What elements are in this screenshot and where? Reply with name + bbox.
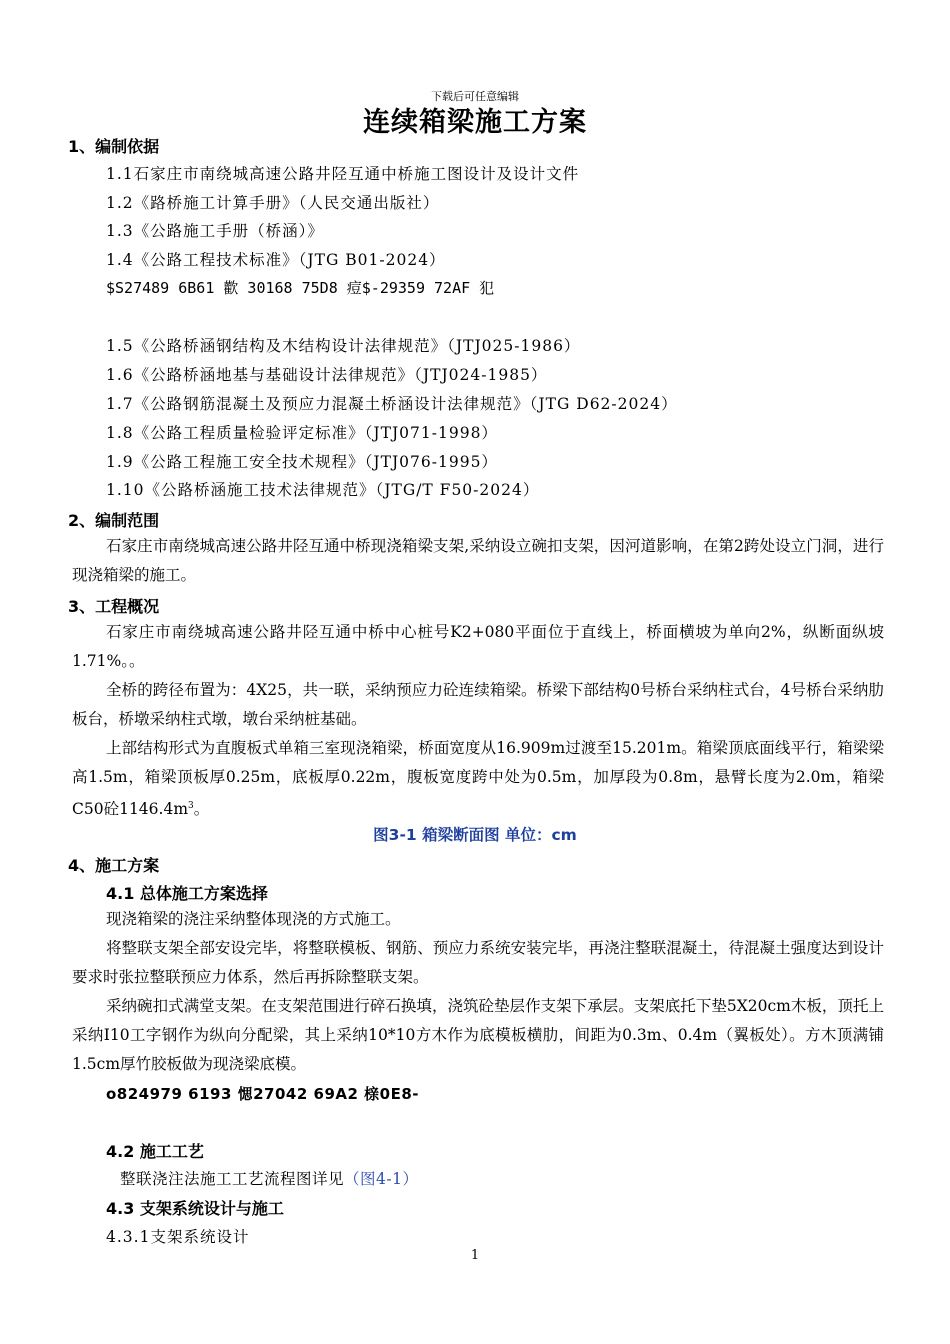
paragraph: 现浇箱梁的浇注采纳整体现浇的方式施工。 <box>106 910 401 928</box>
document-title: 连续箱梁施工方案 <box>363 107 587 138</box>
section-heading: 4、施工方案 <box>68 856 160 875</box>
paragraph: 全桥的跨径布置为：4X25，共一联，采纳预应力砼连续箱梁。桥梁下部结构0号桥台采纳柱式台，4号桥台采纳肋板台，桥墩采纳柱式墩，墩台采纳桩基础。 <box>72 681 884 728</box>
paragraph: 上部结构形式为直腹板式单箱三室现浇箱梁，桥面宽度从16.909m过渡至15.201m。箱梁顶底面线平行，箱梁梁高1.5m，箱梁顶板厚0.25m，底板厚0.22m，腹板宽度跨中处为0.5m，加厚段为0.8m，悬臂长度为2.0m，箱梁C50砼$1146.4m^3$。 <box>72 739 884 819</box>
figure-caption: 图3-1 箱梁断面图 单位：cm <box>373 826 577 844</box>
reference-item: 1.5《公路桥涵钢结构及木结构设计法律规范》（JTJ025-1986） <box>106 337 581 355</box>
paragraph: 采纳碗扣式满堂支架。在支架范围进行碎石换填，浇筑砼垫层作支架下承层。支架底托下垫5X20cm木板，顶托上采纳I10工字钢作为纵向分配梁，其上采纳10*10方木作为底模板横肋，间距为0.3m、0.4m（翼板处）。方木顶满铺1.5cm厚竹胶板做为现浇梁底模。 <box>72 997 884 1073</box>
paragraph: 石家庄市南绕城高速公路井陉互通中桥中心桩号K2+080平面位于直线上，桥面横坡为单向2%，纵断面纵坡1.71%。。 <box>72 623 884 670</box>
reference-item: 1.1石家庄市南绕城高速公路井陉互通中桥施工图设计及设计文件 <box>106 165 580 183</box>
reference-item: 1.10《公路桥涵施工技术法律规范》（JTG/T F50-2024） <box>106 481 540 499</box>
reference-item: 1.4《公路工程技术标准》（JTG B01-2024） <box>106 251 446 269</box>
reference-item: 1.6《公路桥涵地基与基础设计法律规范》（JTJ024-1985） <box>106 366 548 384</box>
subsection-heading: 4.1 总体施工方案选择 <box>106 884 268 903</box>
subsection-heading: 4.3 支架系统设计与施工 <box>106 1199 284 1218</box>
section-heading: 1、编制依据 <box>68 137 160 156</box>
garbled-line: $S27489 6B61 歡 30168 75D8 痘$-29359 72AF 犯 <box>106 279 495 297</box>
reference-item: 1.8《公路工程质量检验评定标准》（JTJ071-1998） <box>106 424 498 442</box>
superscript: 3 <box>188 801 194 811</box>
page-number: 1 <box>470 1248 480 1263</box>
figure-link[interactable]: （图4-1） <box>344 1170 419 1188</box>
header-note: 下载后可任意编辑 <box>431 90 519 103</box>
reference-item: 1.9《公路工程施工安全技术规程》（JTJ076-1995） <box>106 453 498 471</box>
reference-item: 1.3《公路施工手册（桥涵）》 <box>106 222 324 240</box>
garbled-line: o824979 6193 愢27042 69A2 榇0E8- <box>106 1085 420 1103</box>
reference-item: 1.2《路桥施工计算手册》（人民交通出版社） <box>106 194 440 212</box>
section-heading: 2、编制范围 <box>68 511 160 530</box>
subsection-heading: 4.2 施工工艺 <box>106 1142 204 1161</box>
paragraph: 石家庄市南绕城高速公路井陉互通中桥现浇箱梁支架,采纳设立碗扣支架，因河道影响，在第2跨处设立门洞，进行现浇箱梁的施工。 <box>72 537 884 584</box>
process-reference: 整联浇注法施工工艺流程图详见（图4-1） <box>120 1170 419 1188</box>
section-heading: 3、工程概况 <box>68 597 160 616</box>
reference-item: 1.7《公路钢筋混凝土及预应力混凝土桥涵设计法律规范》（JTG D62-2024） <box>106 395 678 413</box>
paragraph: 将整联支架全部安设完毕，将整联模板、钢筋、预应力系统安装完毕，再浇注整联混凝土，待混凝土强度达到设计要求时张拉整联预应力体系，然后再拆除整联支架。 <box>72 939 884 986</box>
subsection-heading: 4.3.1支架系统设计 <box>106 1228 250 1246</box>
